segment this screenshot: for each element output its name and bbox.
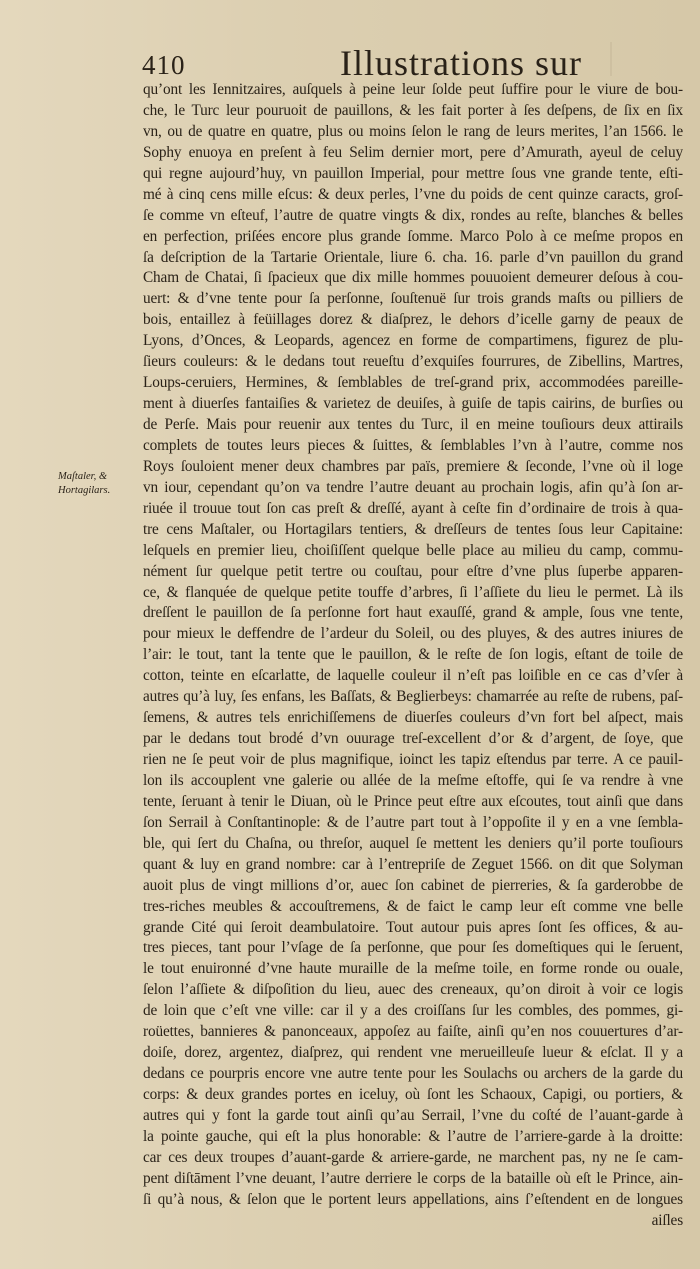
text-line: aiſles xyxy=(651,1211,683,1229)
text-line: mé à cinq cens mille eſcus: & deux perles, l’vne du poids de cent quinze caracts, groſ- xyxy=(143,185,683,203)
text-line: leſquels en premier lieu, choiſiſſent quelque belle place au milieu du camp, commu- xyxy=(143,541,683,559)
body-text xyxy=(143,80,683,1232)
text-line: qui regne aujourd’huy, vn pauillon Imperial, pour mettre ſous vne grande tente, eſti- xyxy=(143,164,683,182)
text-line: autres qu’à luy, ſes enfans, les Baſſats, & Beglierbeys: chamarrée au reſte de rubens, paſ- xyxy=(143,688,683,706)
text-line: en perfection, priſées encore plus grande ſomme. Marco Polo à ce meſme propos en xyxy=(143,227,683,245)
text-line: Sophy enuoya en preſent à feu Selim dernier mort, pere d’Amurath, ayeul de celuy xyxy=(143,143,683,161)
text-line: qu’ont les Iennitzaires, auſquels à peine leur ſolde peut ſuffire pour le viure de bou- xyxy=(143,81,683,98)
text-line: ce, & flanquée de quelque petite touffe d’arbres, ſi l’aſſiete du lieu le permet. Là ils xyxy=(143,583,683,601)
margin-notes xyxy=(58,470,140,498)
text-line: tre cens Maſtaler, ou Hortagilars tentiers, & dreſſeurs de tentes ſous leur Capitaine: xyxy=(143,520,683,538)
text-line: l’air: le tout, tant la tente que le pauillon, & le reſte de ſon logis, eſtant de toile de xyxy=(143,646,683,664)
text-line: Cham de Chatai, ſi ſpacieux que dix mille hommes pouuoient demeurer deſous à cou- xyxy=(143,269,683,287)
text-line: lon ils accouplent vne galerie ou allée de la meſme eſtoffe, qui ſe va rendre à vne xyxy=(143,771,683,789)
text-line: ſa deſcription de la Tartarie Orientale, liure 6. cha. 16. parle d’vn pauillon du grand xyxy=(143,248,683,266)
text-line: ſelon l’aſſiete & diſpoſition du lieu, auec des creneaux, qu’on diroit à voir ce logis xyxy=(143,981,683,999)
text-line: ment à diuerſes fantaiſies & varietez de deuiſes, à guiſe de tapis cairins, de burſies ou xyxy=(143,395,683,413)
bleed-through-mark xyxy=(610,42,652,76)
text-line: ſi qu’à nous, & ſelon que le portent leurs appellations, ains ſ’eſtendent en de longues xyxy=(143,1190,683,1208)
text-line: dedans ce pourpris encore vne autre tente pour les Soulachs ou archers de la garde du xyxy=(143,1065,683,1083)
text-line: vn, ou de quatre en quatre, plus ou moins ſelon le rang de leurs merites, l’an 1566. le xyxy=(143,122,683,140)
text-line: tres-riches meubles & accouſtremens, & de faict le camp leur eſt comme vne belle xyxy=(143,897,683,915)
text-line: la pointe gauche, qui eſt la plus honorable: & l’autre de l’arriere-garde à la droitte: xyxy=(143,1127,683,1145)
text-line: pour mieux le deffendre de l’ardeur du Soleil, ou des pluyes, & des autres iniures de xyxy=(143,625,683,643)
text-line: nément ſur quelque petit tertre ou couſtau, pour eſtre d’vne plus ſuperbe apparen- xyxy=(143,562,683,580)
text-line: tres pieces, tant pour l’vſage de ſa perſonne, que pour ſes domeſtiques qui le ſeruent, xyxy=(143,939,683,957)
margin-note: Maſtaler, & xyxy=(58,471,107,482)
text-line: Roys ſouloient mener deux chambres par païs, premiere & ſeconde, l’vne où il loge xyxy=(143,457,683,475)
text-line: pent diſtāment l’vne deuant, l’autre derriere le corps de la bataille où eſt le Prince, ain- xyxy=(143,1169,683,1187)
text-line: vn iour, cependant qu’on va tendre l’autre deuant au prochain logis, afin qu’à ſon ar- xyxy=(143,478,683,496)
text-line: complets de toutes leurs pieces & ſuittes, & ſemblables l’vn à l’autre, comme nos xyxy=(143,436,683,454)
page-title: Illustrations sur xyxy=(340,43,582,83)
text-line: riuée il trouue tout ſon cas preſt & dreſſé, ayant à ceſte fin d’ordinaire de trois à qua- xyxy=(143,499,683,517)
text-line: cotton, teinte en eſcarlatte, de laquelle couleur il n’eſt pas loiſible en ce cas d’vſer à xyxy=(143,667,683,685)
text-line: le tout enuironné d’vne haute muraille de la meſme toile, en forme ronde ou ouale, xyxy=(143,960,683,978)
text-line: ſe comme vn eſteuf, l’autre de quatre vingts & dix, rondes au reſte, blanches & belles xyxy=(143,206,683,224)
text-line: ſemens, & autres tels enrichiſſemens de diuerſes couleurs d’vn fort bel aſpect, mais xyxy=(143,709,683,727)
text-line: Loups-ceruiers, Hermines, & ſemblables de treſ-grand prix, accommodées pareille- xyxy=(143,374,683,392)
text-line: dreſſent le pauillon de ſa perſonne fort haut exauſſé, grand & ample, ſous vne tente, xyxy=(143,604,683,622)
text-line: auoit plus de vingt millions d’or, auec ſon cabinet de pierreries, & ſa garderobbe de xyxy=(143,876,683,894)
text-line: quant & luy en grand nombre: car à l’entrepriſe de Zeguet 1566. on dit que Solyman xyxy=(143,855,683,873)
margin-note: Hortagilars. xyxy=(58,485,111,496)
text-line: car ces deux troupes d’auant-garde & arriere-garde, ne marchent pas, ny ne ſe cam- xyxy=(143,1148,683,1166)
text-line: de loin que c’eſt vne ville: car il y a des croiſſans ſur les combles, des pommes, gi- xyxy=(143,1002,683,1020)
text-line: grande Cité qui ſeroit deambulatoire. Tout autour puis apres ſont ſes offices, & au- xyxy=(143,918,683,936)
text-line: bois, entaillez à feüillages dorez & diaſprez, le dehors d’icelle garny de peaux de xyxy=(143,311,683,329)
text-line: ble, qui ſert du Chaſna, ou threſor, auquel ſe mettent les deniers qu’il porte touſiours xyxy=(143,834,683,852)
text-line: de Perſe. Mais pour reuenir aux tentes du Turc, il en meine touſiours deux attirails xyxy=(143,416,683,433)
text-line: autres qui y font la garde tout ainſi qu’au Serrail, l’vne du coſté de l’auant-garde à xyxy=(143,1106,683,1124)
text-line: ſon Serrail à Conſtantinople: & de l’autre part tout à l’oppoſite il y en a vne ſembla- xyxy=(143,813,683,831)
text-line: roüettes, bannieres & panonceaux, appoſez au faiſte, ainſi qu’en nos couuertures d’ar- xyxy=(143,1023,683,1041)
text-line: rien ne ſe peut voir de plus magnifique, ioinct les tapiz eſtendus par terre. A ce pauil- xyxy=(143,751,683,768)
text-line: tente, ſeruant à tenir le Diuan, où le Prince peut eſtre aux eſcoutes, tout ainſi que dans xyxy=(143,792,683,810)
text-line: doiſe, dorez, argentez, diaſprez, qui rendent vne merueilleuſe lueur & eſclat. Il y a xyxy=(143,1044,683,1062)
text-line: uert: & d’vne tente pour ſa perſonne, ſouſtenuë ſur trois grands maſts ou pilliers de xyxy=(143,290,683,308)
text-line: ſieurs couleurs: & le dedans tout reueſtu d’exquiſes fourrures, de Zibellins, Martres, xyxy=(143,353,683,371)
text-line: corps: & deux grandes portes en iceluy, où ſont les Schaoux, Capigi, ou portiers, & xyxy=(143,1086,683,1103)
text-line: Lyons, d’Onces, & Leopards, agencez en forme de compartimens, figurez de plu- xyxy=(143,332,683,350)
page-number: 410 xyxy=(142,50,186,80)
text-line: che, le Turc leur pouruoit de pauillons, & les fait porter à ſes deſpens, de ſix en ſix xyxy=(143,101,683,119)
text-line: par le dedans tout brodé d’vn ouurage treſ-excellent d’or & d’argent, de ſoye, que xyxy=(143,730,683,748)
